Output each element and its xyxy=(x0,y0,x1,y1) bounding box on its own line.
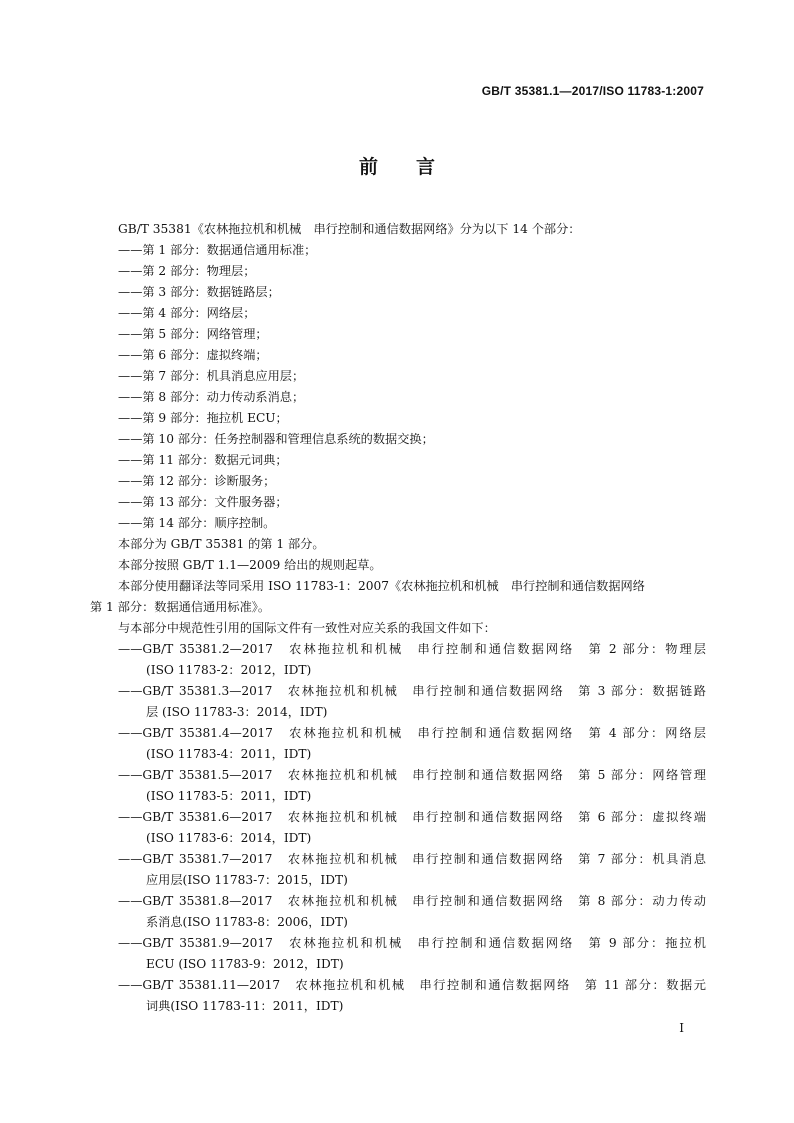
reference-line2: 应用层(ISO 11783-7：2015，IDT) xyxy=(146,873,348,887)
list-item xyxy=(0,639,794,681)
statement-adoption-line2: 第 1 部分：数据通信通用标准》。 xyxy=(90,600,271,614)
reference-line1: ——GB/T 35381.11—2017 农林拖拉机和机械 串行控制和通信数据网络 第 11 部分：数据元 xyxy=(118,978,706,992)
reference-line1: ——GB/T 35381.2—2017 农林拖拉机和机械 串行控制和通信数据网络 第 2 部分：物理层 xyxy=(118,642,706,656)
reference-line1: ——GB/T 35381.4—2017 农林拖拉机和机械 串行控制和通信数据网络 第 4 部分：网络层 xyxy=(118,726,706,740)
list-item xyxy=(0,765,794,807)
list-item: ——第 13 部分：文件服务器； xyxy=(118,495,288,509)
reference-line1: ——GB/T 35381.3—2017 农林拖拉机和机械 串行控制和通信数据网络 第 3 部分：数据链路 xyxy=(118,684,706,698)
statement-part-number: 本部分为 GB/T 35381 的第 1 部分。 xyxy=(118,537,325,551)
intro-paragraph: GB/T 35381《农林拖拉机和机械 串行控制和通信数据网络》分为以下 14 个部分： xyxy=(118,222,581,236)
parts-list xyxy=(0,240,794,534)
reference-line2: (ISO 11783-2：2012，IDT) xyxy=(146,663,312,677)
list-item xyxy=(0,933,794,975)
reference-line1: ——GB/T 35381.5—2017 农林拖拉机和机械 串行控制和通信数据网络 第 5 部分：网络管理 xyxy=(118,768,706,782)
statement-references-intro: 与本部分中规范性引用的国际文件有一致性对应关系的我国文件如下： xyxy=(118,621,496,635)
list-item: ——第 5 部分：网络管理； xyxy=(118,327,268,341)
reference-line1: ——GB/T 35381.9—2017 农林拖拉机和机械 串行控制和通信数据网络 第 9 部分：拖拉机 xyxy=(118,936,706,950)
reference-line2: 词典(ISO 11783-11：2011，IDT) xyxy=(146,999,344,1013)
reference-line2: ECU (ISO 11783-9：2012，IDT) xyxy=(146,957,344,971)
list-item xyxy=(0,681,794,723)
reference-line2: 层 (ISO 11783-3：2014，IDT) xyxy=(146,705,328,719)
list-item: ——第 7 部分：机具消息应用层； xyxy=(118,369,305,383)
list-item: ——第 11 部分：数据元词典； xyxy=(118,453,288,467)
list-item xyxy=(0,975,794,1017)
list-item: ——第 14 部分：顺序控制。 xyxy=(118,516,276,530)
document-code-header: GB/T 35381.1—2017/ISO 11783-1:2007 xyxy=(481,84,704,98)
reference-line1: ——GB/T 35381.7—2017 农林拖拉机和机械 串行控制和通信数据网络 第 7 部分：机具消息 xyxy=(118,852,706,866)
reference-line2: (ISO 11783-4：2011，IDT) xyxy=(146,747,312,761)
list-item: ——第 4 部分：网络层； xyxy=(118,306,256,320)
list-item xyxy=(0,891,794,933)
references-list xyxy=(0,639,794,1017)
list-item: ——第 2 部分：物理层； xyxy=(118,264,256,278)
list-item: ——第 3 部分：数据链路层； xyxy=(118,285,280,299)
list-item xyxy=(0,723,794,765)
list-item: ——第 8 部分：动力传动系消息； xyxy=(118,390,305,404)
list-item xyxy=(0,807,794,849)
foreword-body xyxy=(0,219,794,1017)
page-title: 前 言 xyxy=(358,156,435,178)
list-item: ——第 10 部分：任务控制器和管理信息系统的数据交换； xyxy=(118,432,434,446)
reference-line2: (ISO 11783-6：2014，IDT) xyxy=(146,831,312,845)
reference-line1: ——GB/T 35381.6—2017 农林拖拉机和机械 串行控制和通信数据网络 第 6 部分：虚拟终端 xyxy=(118,810,706,824)
list-item: ——第 12 部分：诊断服务； xyxy=(118,474,276,488)
reference-line2: (ISO 11783-5：2011，IDT) xyxy=(146,789,312,803)
list-item: ——第 9 部分：拖拉机 ECU； xyxy=(118,411,288,425)
list-item: ——第 6 部分：虚拟终端； xyxy=(118,348,268,362)
reference-line2: 系消息(ISO 11783-8：2006，IDT) xyxy=(146,915,348,929)
page-number: I xyxy=(679,1021,684,1035)
list-item: ——第 1 部分：数据通信通用标准； xyxy=(118,243,317,257)
list-item xyxy=(0,849,794,891)
statement-drafting-rules: 本部分按照 GB/T 1.1—2009 给出的规则起草。 xyxy=(118,558,382,572)
reference-line1: ——GB/T 35381.8—2017 农林拖拉机和机械 串行控制和通信数据网络 第 8 部分：动力传动 xyxy=(118,894,706,908)
statement-adoption-line1: 本部分使用翻译法等同采用 ISO 11783-1：2007《农林拖拉机和机械 串行控制和通信数据网络 xyxy=(118,579,645,593)
